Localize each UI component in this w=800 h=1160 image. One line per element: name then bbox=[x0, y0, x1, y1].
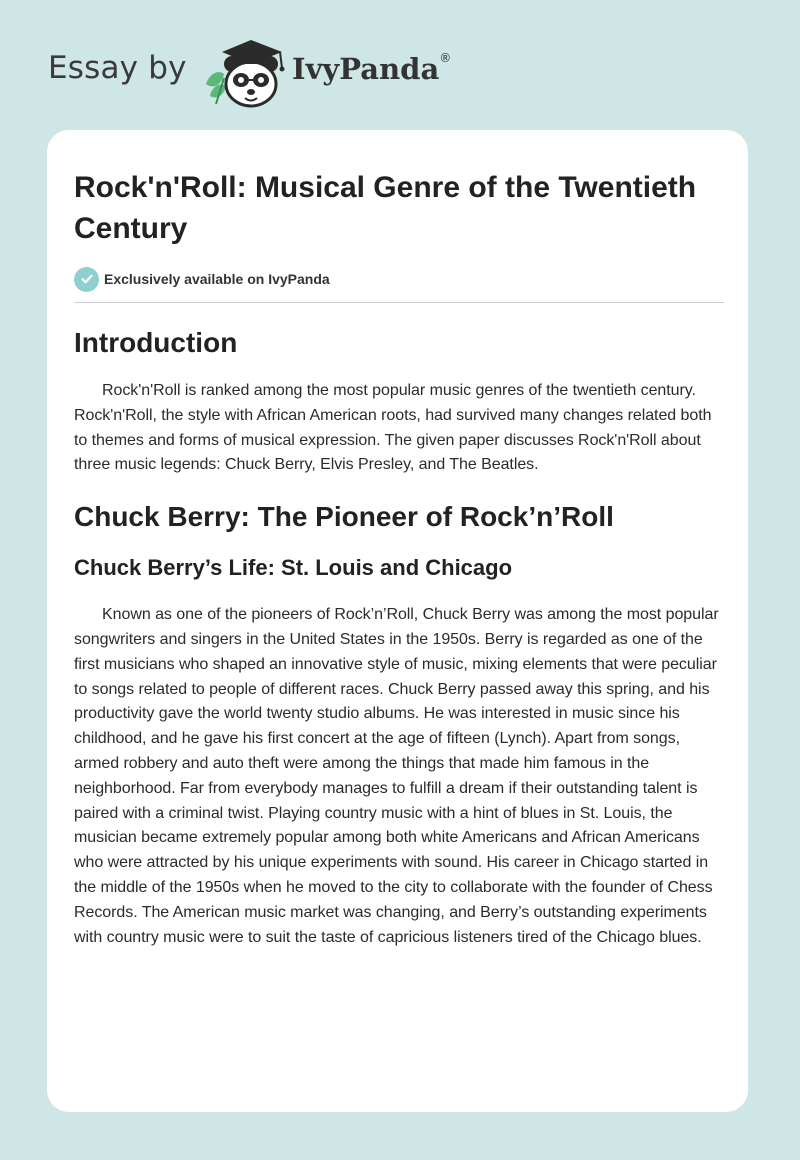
exclusive-badge bbox=[74, 266, 724, 292]
brand-name: IvyPanda® bbox=[292, 51, 452, 86]
section-heading-introduction: Introduction bbox=[74, 327, 238, 358]
essay-title: Rock'n'Roll: Musical Genre of the Twentieth Century bbox=[74, 171, 697, 245]
chuck-berry-paragraph: Known as one of the pioneers of Rock’n’Roll, Chuck Berry was among the most popular songwriters and singers in the United States in the 1950s. Berry is regarded as one of the first musicians who shaped an innovative style of music, mixing elements that were peculiar to songs related to people of different races. Chuck Berry passed away this spring, and his productivity gave the world twenty studio albums. He was interested in music since his childhood, and he gave his first concert at the age of fifteen (Lynch). Apart from songs, armed robbery and auto theft were among the things that made him famous in the neighborhood. Far from everybody manages to fulfill a dream if their outstanding talent is paired with a criminal twist. Playing country music with a hint of blues in St. Louis, the musician became extremely popular among both white Americans and African Americans who were attracted by his unique experiments with sound. His career in Chicago started in the middle of the 1950s when he moved to the city to collaborate with the founder of Chess Records. The American music market was changing, and Berry’s outstanding experiments with country music were to suit the taste of capricious listeners tired of the Chicago blues. bbox=[74, 606, 719, 946]
brand-header[interactable] bbox=[48, 34, 488, 110]
divider bbox=[74, 302, 724, 303]
brand-prefix: Essay by bbox=[48, 50, 187, 86]
panda-logo-icon bbox=[202, 34, 292, 110]
essay-content bbox=[74, 130, 724, 950]
registered-mark: ® bbox=[439, 51, 452, 66]
essay-card bbox=[47, 130, 748, 1112]
badge-text: Exclusively available on IvyPanda bbox=[104, 271, 330, 287]
check-icon bbox=[74, 267, 99, 292]
section-heading-chuck-berry: Chuck Berry: The Pioneer of Rock’n’Roll bbox=[74, 501, 614, 533]
introduction-paragraph: Rock'n'Roll is ranked among the most popular music genres of the twentieth century. Rock'n'Roll, the style with African American roots, had survived many changes related both to themes and forms of musical expression. The given paper discusses Rock'n'Roll about three music legends: Chuck Berry, Elvis Presley, and The Beatles. bbox=[74, 382, 712, 474]
subsection-heading-chuck-berry-life: Chuck Berry’s Life: St. Louis and Chicago bbox=[74, 555, 513, 581]
